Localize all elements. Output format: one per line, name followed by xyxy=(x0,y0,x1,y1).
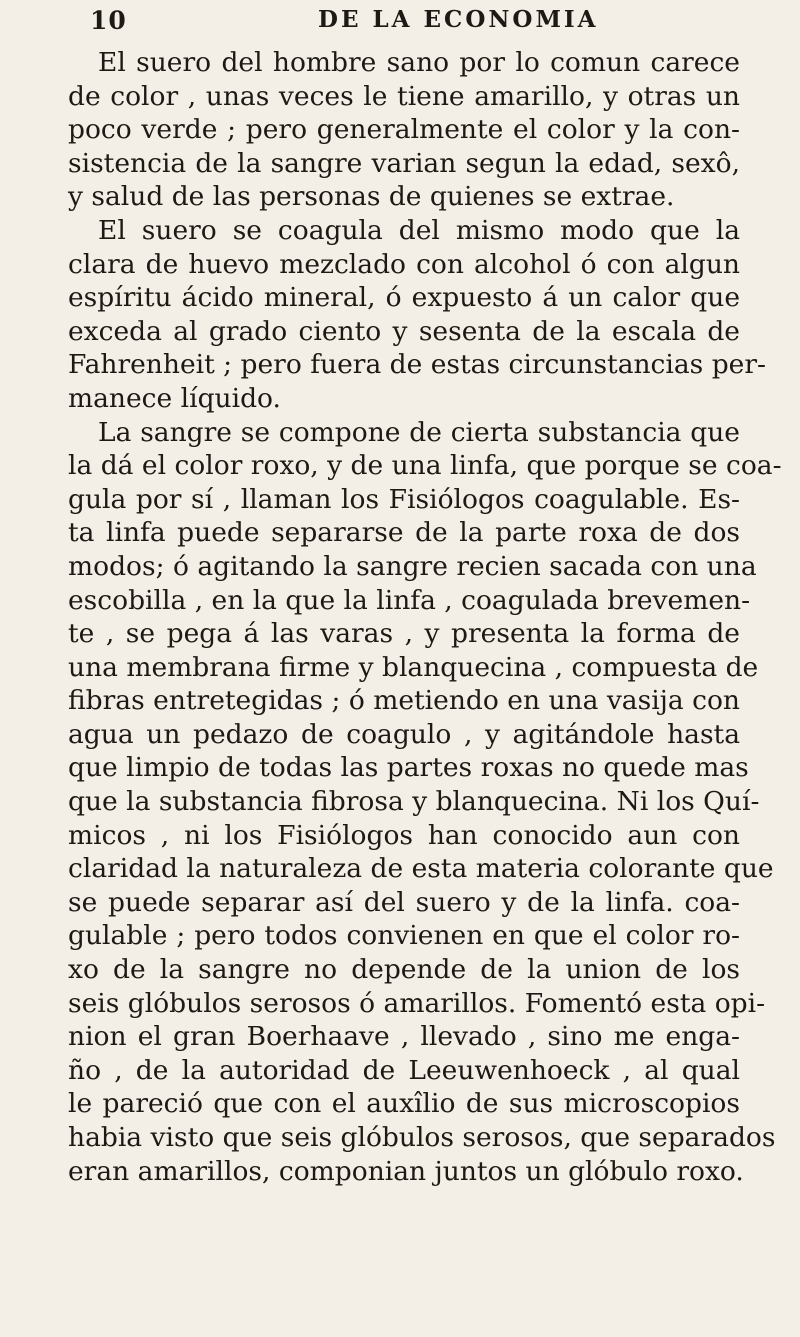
text-line: El suero se coagula del mismo modo que la xyxy=(98,214,740,246)
text-line: la dá el color roxo, y de una linfa, que porque se coa- xyxy=(68,450,782,482)
text-line: manece líquido. xyxy=(68,382,281,414)
text-line: te , se pega á las varas , y presenta la forma de xyxy=(68,618,740,650)
text-line: una membrana firme y blanquecina , compuesta de xyxy=(68,651,759,683)
text-line: habia visto que seis glóbulos serosos, que separados xyxy=(68,1122,776,1153)
text-line: exceda al grado ciento y sesenta de la escala de xyxy=(68,315,740,347)
text-line: claridad la naturaleza de esta materia colorante que xyxy=(68,853,774,885)
text-line: gulable ; pero todos convienen en que el color ro- xyxy=(68,920,740,952)
text-line: que limpio de todas las partes roxas no quede mas xyxy=(68,752,749,784)
text-line: clara de huevo mezclado con alcohol ó con algun xyxy=(68,248,740,280)
body-text xyxy=(68,46,782,1188)
text-line: ño , de la autoridad de Leeuwenhoeck , al qual xyxy=(68,1054,740,1086)
page-header xyxy=(90,6,710,46)
text-line: Fahrenheit ; pero fuera de estas circunstancias per- xyxy=(68,349,766,381)
text-line: le pareció que con el auxîlio de sus microscopios xyxy=(68,1088,740,1120)
text-line: escobilla , en la que la linfa , coagulada brevemen- xyxy=(68,584,751,616)
text-line: de color , unas veces le tiene amarillo, y otras un xyxy=(68,80,740,112)
text-line: eran amarillos, componian juntos un glóbulo roxo. xyxy=(68,1155,744,1187)
text-line: agua un pedazo de coagulo , y agitándole hasta xyxy=(68,718,740,750)
text-line: modos; ó agitando la sangre recien sacada con una xyxy=(68,550,757,582)
text-line: fibras entretegidas ; ó metiendo en una vasija con xyxy=(68,685,740,717)
running-head: DE LA ECONOMIA xyxy=(318,6,599,33)
text-line: que la substancia fibrosa y blanquecina. Ni los Quí- xyxy=(68,786,760,818)
text-line: se puede separar así del suero y de la linfa. coa- xyxy=(68,886,740,918)
text-line: sistencia de la sangre varian segun la edad, sexô, xyxy=(68,147,740,179)
text-line: micos , ni los Fisiólogos han conocido aun con xyxy=(68,819,740,851)
text-line: espíritu ácido mineral, ó expuesto á un calor que xyxy=(68,282,740,314)
text-line: El suero del hombre sano por lo comun carece xyxy=(98,47,740,78)
page-number: 10 xyxy=(90,6,127,35)
text-line: poco verde ; pero generalmente el color y la con- xyxy=(68,114,740,146)
text-line: y salud de las personas de quienes se extrae. xyxy=(68,181,675,213)
text-line: La sangre se compone de cierta substancia que xyxy=(98,416,740,448)
text-line: xo de la sangre no depende de la union de los xyxy=(68,954,740,986)
text-line: ta linfa puede separarse de la parte roxa de dos xyxy=(68,517,740,549)
text-line: seis glóbulos serosos ó amarillos. Fomentó esta opi- xyxy=(68,987,766,1019)
text-line: nion el gran Boerhaave , llevado , sino me enga- xyxy=(68,1021,740,1053)
text-line: gula por sí , llaman los Fisiólogos coagulable. Es- xyxy=(68,483,740,515)
